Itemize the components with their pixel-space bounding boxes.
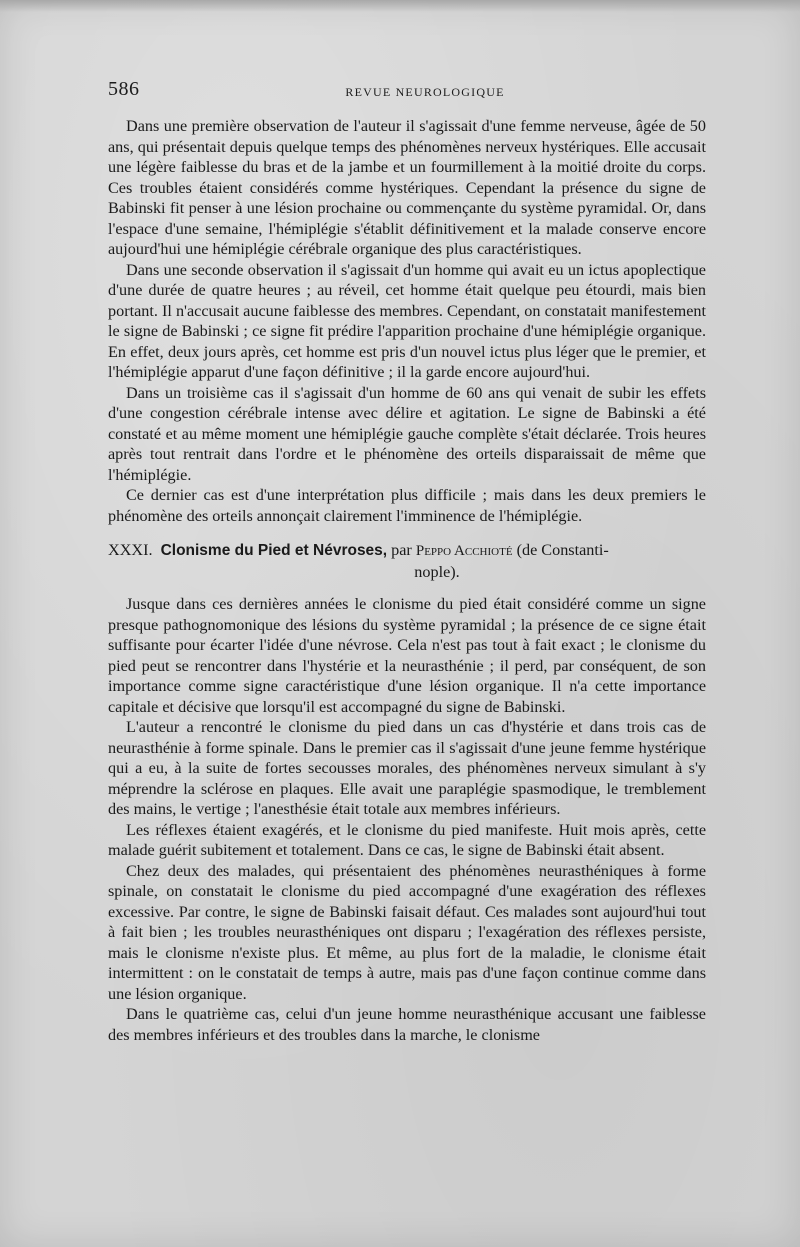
paragraph: Dans une seconde observation il s'agissait d'un homme qui avait eu un ictus apoplectique d'une durée de quatre heures ; au réveil, cet homme était quelque peu étourdi, mais bien portant. Il n'accusait aucune faiblesse des membres. Cependant, on constatait manifestement le signe de Babinski ; ce signe fit prédire l'apparition prochaine d'une hémiplégie organique. En effet, deux jours après, cet homme est pris d'un nouvel ictus plus léger que le premier, et l'hémiplégie apparut d'une façon définitive ; il la garde encore aujourd'hui. xyxy=(108,260,706,381)
paragraph: Dans un troisième cas il s'agissait d'un homme de 60 ans qui venait de subir les effets d'une congestion cérébrale intense avec délire et agitation. Le signe de Babinski a été constaté et au même moment une hémiplégie gauche complète s'était déclarée. Trois heures après tout rentrait dans l'ordre et le phénomène des orteils disparaissait de même que l'hémiplégie. xyxy=(108,383,706,484)
paragraph: L'auteur a rencontré le clonisme du pied dans un cas d'hystérie et dans trois cas de neurasthénie à forme spinale. Dans le premier cas il s'agissait d'une jeune femme hystérique qui a eu, à la suite de fortes secousses morales, des phénomènes nerveux simulant à s'y méprendre la sclérose en plaques. Elle avait une paraplégie spasmodique, le tremblement des mains, le vertige ; l'anesthésie était totale aux membres inférieurs. xyxy=(108,718,706,818)
paragraph: Dans le quatrième cas, celui d'un jeune homme neurasthénique accusant une faiblesse des membres inférieurs et des troubles dans la marche, le clonisme xyxy=(108,1005,706,1044)
page-header xyxy=(108,78,706,108)
running-title: REVUE NEUROLOGIQUE xyxy=(345,85,505,99)
section-author: Peppo Acchioté xyxy=(415,543,513,559)
section-title: Clonisme du Pied et Névroses, xyxy=(160,542,388,559)
section-location-start: (de Constanti- xyxy=(516,541,609,559)
paragraph: Les réflexes étaient exagérés, et le clonisme du pied manifeste. Huit mois après, cette malade guérit subitement et totalement. Dans ce cas, le signe de Babinski était absent. xyxy=(108,820,706,859)
paragraph: Ce dernier cas est d'une interprétation plus difficile ; mais dans les deux premiers le phénomène des orteils annonçait clairement l'imminence de l'hémiplégie. xyxy=(108,486,706,525)
page-number: 586 xyxy=(108,78,140,100)
paragraph: Chez deux des malades, qui présentaient des phénomènes neurasthéniques à forme spinale, on constatait le clonisme du pied accompagné d'une exagération des réflexes excessive. Par contre, le signe de Babinski faisait défaut. Ces malades sont aujourd'hui tout à fait bien ; les troubles neurasthéniques ont disparu ; l'exagération des réflexes persiste, mais le clonisme n'existe plus. Et même, au plus fort de la maladie, le clonisme était intermittent : on le constatait de temps à autre, mais pas d'une façon continue comme dans une lésion organique. xyxy=(108,861,706,1003)
section-number: XXXI. xyxy=(108,541,153,559)
section-heading xyxy=(108,540,706,582)
section-location-end: nople). xyxy=(414,562,460,581)
paragraph: Jusque dans ces dernières années le clonisme du pied était considéré comme un signe presque pathognomonique des lésions du système pyramidal ; la présence de ce signe était suffisante pour écarter l'idée d'une névrose. Cela n'est pas tout à fait exact ; le clonisme du pied peut se rencontrer dans l'hystérie et la neurasthénie ; il perd, par conséquent, de son importance comme signe caractéristique d'une lésion organique. Il n'a cette importance capitale et décisive que lorsqu'il est accompagné du signe de Babinski. xyxy=(108,595,706,716)
article-body xyxy=(108,116,706,1045)
paragraph: Dans une première observation de l'auteur il s'agissait d'une femme nerveuse, âgée de 50 ans, qui présentait depuis quelque temps des phénomènes nerveux hystériques. Elle accusait une légère faiblesse du bras et de la jambe et un fourmillement à la moitié droite du corps. Ces troubles étaient considérés comme hystériques. Cependant la présence du signe de Babinski fit penser à une lésion prochaine ou commençante du système pyramidal. Or, dans l'espace d'une semaine, l'hémiplégie s'établit définitivement et la malade conserve encore aujourd'hui une hémiplégie cérébrale organique des plus caractéristiques. xyxy=(108,117,706,258)
page-top-shadow xyxy=(0,0,800,12)
section-by: par xyxy=(391,541,412,559)
